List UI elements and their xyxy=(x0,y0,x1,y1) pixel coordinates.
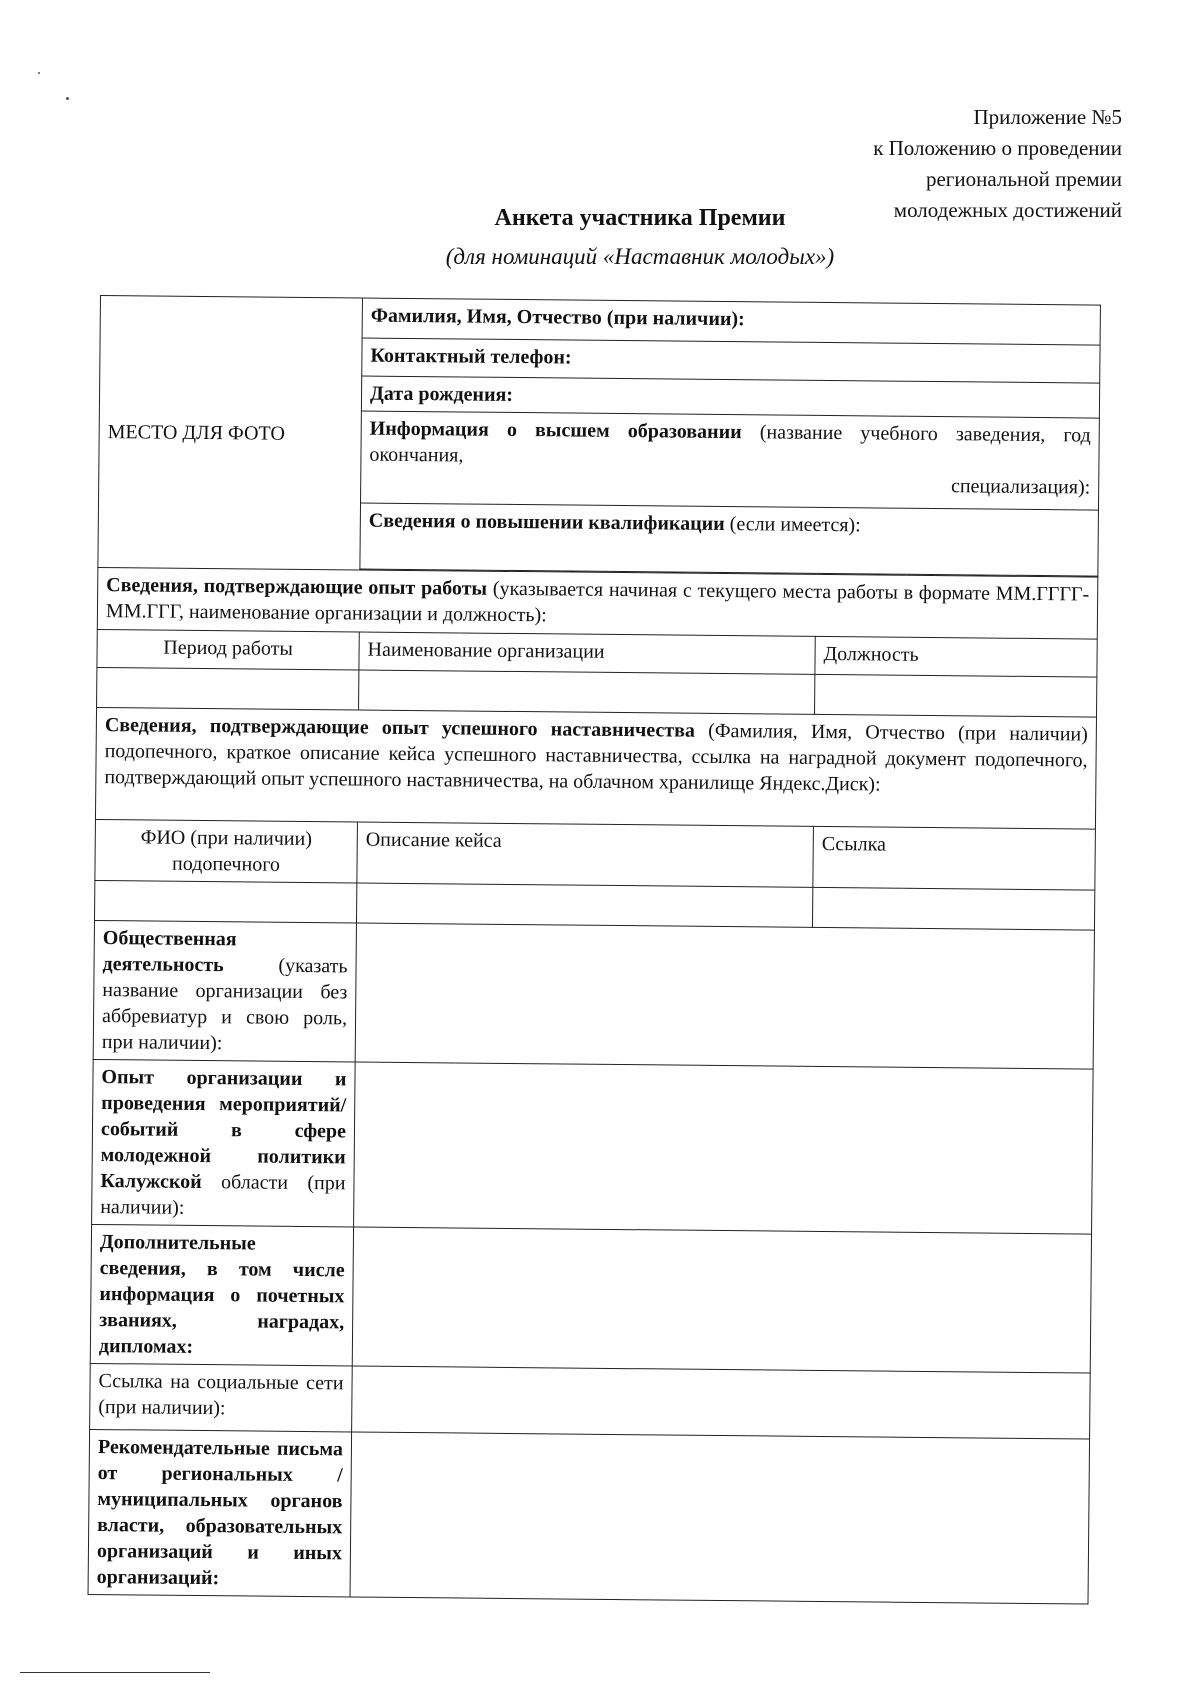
appendix-line: региональной премии xyxy=(925,167,1122,191)
additional-info-label: Дополнительные сведения, в том числе информация о почетных званиях, наградах, дипломах: xyxy=(98,1231,345,1358)
work-experience-label: Сведения, подтверждающие опыт работы xyxy=(106,574,488,600)
work-period-input[interactable] xyxy=(97,667,359,710)
work-column-position-label: Должность xyxy=(823,642,919,666)
work-column-period xyxy=(97,629,359,670)
social-links-label: Ссылка на социальные сети (при наличии): xyxy=(98,1370,344,1420)
social-links-input[interactable] xyxy=(352,1366,1091,1439)
work-experience-section xyxy=(97,567,1098,639)
mentoring-column-link xyxy=(813,826,1096,890)
events-label: Опыт организации и проведения мероприятий/ событий в сфере молодежной политики Калужской xyxy=(100,1066,347,1194)
work-organization-input[interactable] xyxy=(359,670,815,714)
social-links-label-cell xyxy=(90,1363,353,1432)
fio-label: Фамилия, Имя, Отчество (при наличии): xyxy=(370,304,745,331)
appendix-line: Приложение №5 xyxy=(973,105,1122,129)
birth-date-label: Дата рождения: xyxy=(369,382,514,406)
work-experience-hint: (указывается начиная с текущего места работы в формате ММ.ГГГГ-ММ.ГГГ, наименование организации и должность): xyxy=(105,577,1090,627)
fio-field[interactable] xyxy=(362,298,1100,345)
appendix-line: молодежных достижений xyxy=(893,198,1122,222)
mentoring-column-mentee-label: ФИО (при наличии) подопечного xyxy=(140,826,313,876)
work-column-period-label: Период работы xyxy=(163,636,294,660)
events-label-cell xyxy=(92,1059,356,1227)
additional-info-label-cell xyxy=(90,1224,353,1366)
work-column-position xyxy=(815,636,1097,677)
public-activity-label-cell xyxy=(93,920,356,1062)
mentoring-case-input[interactable] xyxy=(356,883,812,927)
qualification-label: Сведения о повышении квалификации xyxy=(368,509,725,536)
photo-placeholder-label: МЕСТО ДЛЯ ФОТО xyxy=(107,420,285,445)
mentoring-label: Сведения, подтверждающие опыт успешного наставничества xyxy=(104,714,696,742)
recommendations-input[interactable] xyxy=(350,1432,1090,1604)
phone-label: Контактный телефон: xyxy=(370,344,572,369)
participant-form-table xyxy=(88,295,1101,1605)
mentoring-column-link-label: Ссылка xyxy=(821,832,887,856)
recommendations-label: Рекомендательные письма от региональных /муниципальных органов власти, образовательных организаций и иных организаций: xyxy=(96,1436,344,1590)
qualification-field[interactable] xyxy=(360,503,1099,576)
scan-speck xyxy=(66,97,69,100)
qualification-hint: (если имеется): xyxy=(729,513,861,537)
public-activity-input[interactable] xyxy=(355,923,1094,1069)
mentoring-section xyxy=(95,707,1096,829)
photo-placeholder[interactable] xyxy=(98,296,363,571)
mentoring-link-input[interactable] xyxy=(812,887,1094,930)
recommendations-label-cell xyxy=(88,1429,352,1597)
appendix-line: к Положению о проведении xyxy=(873,136,1122,160)
higher-education-label: Информация о высшем образовании xyxy=(369,417,742,444)
footnote-divider xyxy=(20,1672,210,1673)
higher-education-field[interactable] xyxy=(361,411,1100,510)
mentoring-hint: (Фамилия, Имя, Отчество (при наличии) подопечного, краткое описание кейса успешного наставничества, ссылка на наградной документ подопечного, подтверждающий опыт успешного наставничества, на облачном хранилище Яндекс.Диск): xyxy=(104,719,1088,796)
scan-speck xyxy=(38,72,40,74)
mentoring-column-case-label: Описание кейса xyxy=(365,828,502,852)
work-position-input[interactable] xyxy=(815,674,1097,717)
form-subtitle: (для номинаций «Наставник молодых») xyxy=(445,244,835,269)
work-column-organization xyxy=(359,632,815,674)
mentoring-column-case xyxy=(357,822,814,887)
higher-education-hint: (название учебного заведения, год окончания, xyxy=(369,421,1091,467)
public-activity-hint: (указать название организации без аббревиатур и свою роль, при наличии): xyxy=(101,954,348,1055)
mentee-name-input[interactable] xyxy=(94,880,356,923)
events-hint: области (при наличии): xyxy=(100,1171,346,1219)
form-title: Анкета участника Премии xyxy=(494,205,786,231)
events-input[interactable] xyxy=(354,1062,1094,1234)
higher-education-hint-tail: специализация): xyxy=(950,475,1091,499)
mentoring-column-mentee xyxy=(95,819,358,883)
work-column-organization-label: Наименование организации xyxy=(367,638,605,663)
additional-info-input[interactable] xyxy=(352,1227,1091,1373)
public-activity-label: Общественная деятельность xyxy=(102,927,237,977)
